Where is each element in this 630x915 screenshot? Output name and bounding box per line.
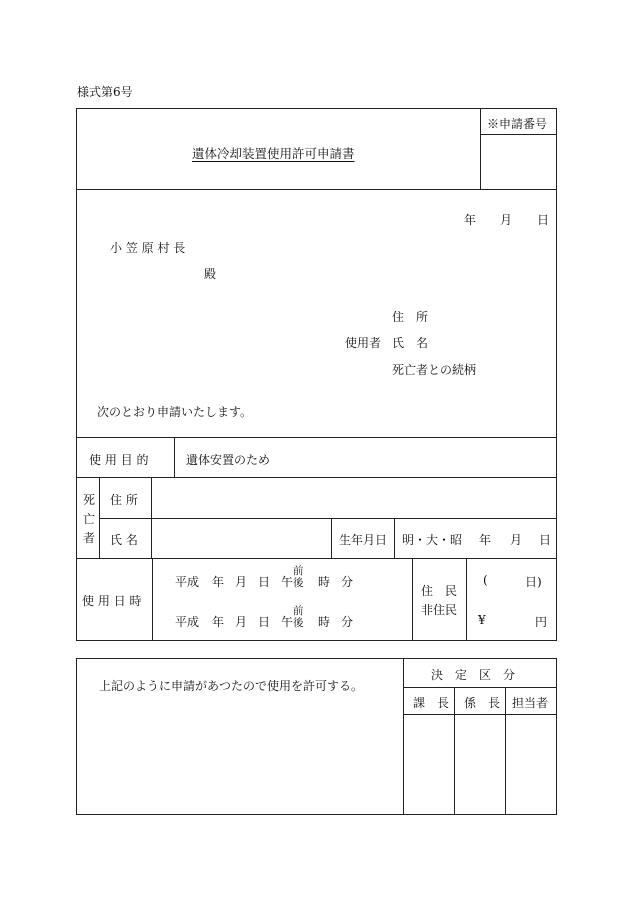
usage-end-hour: 時 xyxy=(318,615,331,629)
decision-header: 決 定 区 分 xyxy=(431,668,516,682)
deceased-label-2: 亡 xyxy=(83,512,96,526)
deceased-address-label: 住 所 xyxy=(110,493,138,507)
applicant-address-label: 住 所 xyxy=(392,310,429,324)
deceased-birth-eras: 明・大・昭 xyxy=(402,533,463,547)
usage-end-minute: 分 xyxy=(341,615,354,629)
usage-start-era: 平成 xyxy=(175,575,200,589)
request-sentence: 次のとおり申請いたします。 xyxy=(97,405,253,419)
usage-start-ampm-top: 前 xyxy=(293,565,304,577)
approval-statement: 上記のように申請があつたので使用を許可する。 xyxy=(99,679,364,693)
days-open: ( xyxy=(483,573,488,587)
usage-start-minute: 分 xyxy=(341,575,354,589)
addressee-office: 小 笠 原 村 長 xyxy=(110,241,186,255)
nonresident-label: 非住民 xyxy=(421,603,458,617)
deceased-birth-label: 生年月日 xyxy=(339,533,388,547)
yen-sign: ¥ xyxy=(478,613,486,627)
usage-end-era: 平成 xyxy=(175,615,200,629)
addressee-honorific: 殿 xyxy=(204,267,217,281)
usage-end-year: 年 xyxy=(212,615,225,629)
usage-datetime-label: 使 用 日 時 xyxy=(82,594,142,608)
approval-column-section-chief: 課 長 xyxy=(413,696,450,710)
deceased-birth-month: 月 xyxy=(510,533,523,547)
applicant-name-label: 氏 名 xyxy=(392,336,429,350)
usage-start-day: 日 xyxy=(258,575,271,589)
deceased-label-1: 死 xyxy=(83,493,96,507)
applicant-role-label: 使用者 xyxy=(345,336,382,350)
deceased-label-3: 者 xyxy=(83,531,96,545)
form-number: 様式第6号 xyxy=(77,85,133,99)
form-title: 遺体冷却装置使用許可申請書 xyxy=(192,146,355,161)
purpose-value: 遺体安置のため xyxy=(186,453,271,467)
approval-column-subsection-chief: 係 長 xyxy=(464,696,501,710)
days-close: 日) xyxy=(525,575,542,589)
approval-column-person-in-charge: 担当者 xyxy=(512,696,549,710)
usage-start-ampm-prefix: 午 xyxy=(281,575,294,589)
usage-start-hour: 時 xyxy=(318,575,331,589)
date-year: 年 xyxy=(464,213,477,227)
usage-start-year: 年 xyxy=(212,575,225,589)
usage-end-ampm-bottom: 後 xyxy=(293,617,304,629)
usage-end-ampm-top: 前 xyxy=(293,605,304,617)
applicant-relation-label: 死亡者との続柄 xyxy=(392,363,477,377)
date-day: 日 xyxy=(537,213,550,227)
date-month: 月 xyxy=(500,213,513,227)
deceased-birth-day: 日 xyxy=(539,533,552,547)
usage-end-ampm-prefix: 午 xyxy=(281,615,294,629)
yen-unit: 円 xyxy=(535,615,548,629)
application-number-label: ※申請番号 xyxy=(487,117,548,131)
resident-label: 住 民 xyxy=(421,584,458,598)
deceased-birth-year: 年 xyxy=(479,533,492,547)
usage-end-day: 日 xyxy=(258,615,271,629)
deceased-name-label: 氏 名 xyxy=(110,533,138,547)
usage-start-ampm-bottom: 後 xyxy=(293,577,304,589)
usage-start-month: 月 xyxy=(235,575,248,589)
purpose-label: 使 用 目 的 xyxy=(89,453,149,467)
usage-end-month: 月 xyxy=(235,615,248,629)
application-form xyxy=(76,108,557,641)
